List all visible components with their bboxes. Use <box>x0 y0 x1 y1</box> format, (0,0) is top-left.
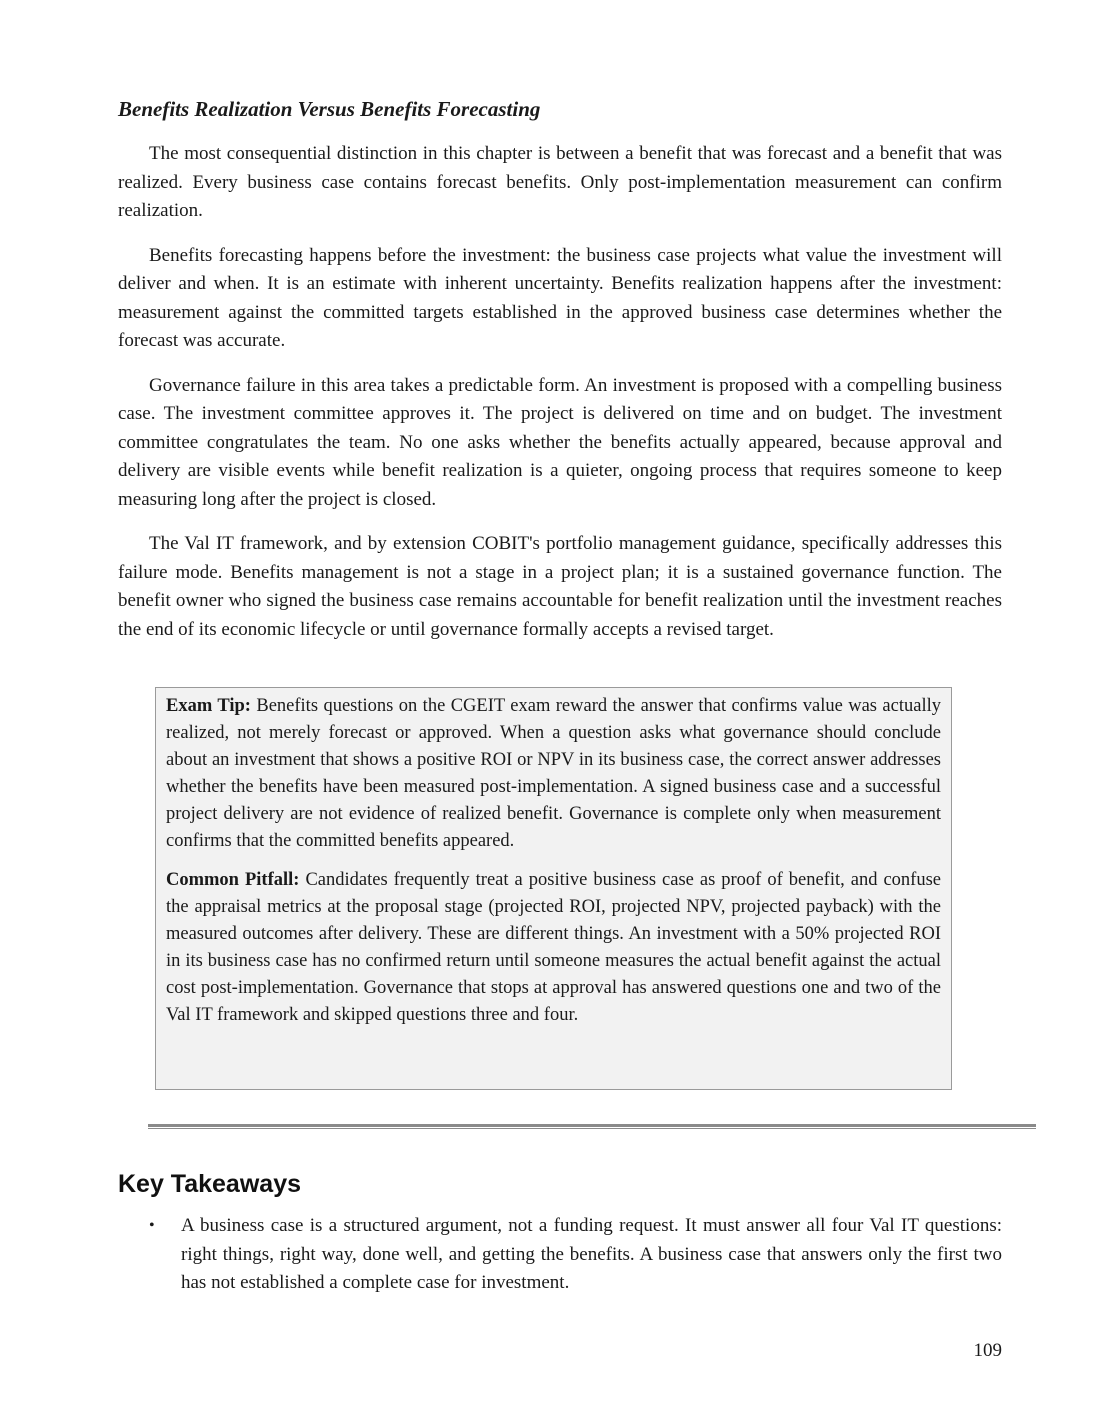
exam-tip-text: Benefits questions on the CGEIT exam reward the answer that confirms value was actually realized, not merely forecast or approved. When a question asks what governance should conclude about an investment that shows a positive ROI or NPV in its business case, the correct answer addresses whether the benefits have been measured post-implementation. A signed business case and a successful project delivery are not evidence of realized benefit. Governance is complete only when measurement confirms that the committed benefits appeared. <box>166 696 941 851</box>
section-divider <box>148 1124 1036 1129</box>
body-paragraph: Governance failure in this area takes a predictable form. An investment is proposed with a compelling business case. The investment committee approves it. The project is delivered on time and on budget. The investment committee congratulates the team. No one asks whether the benefits actually appeared, because approval and delivery are visible events while benefit realization is a quieter, ongoing process that requires someone to keep measuring long after the project is closed. <box>118 374 1002 510</box>
common-pitfall-label: Common Pitfall: <box>166 870 300 890</box>
list-item <box>118 1212 1002 1298</box>
key-takeaways-list <box>118 1212 1002 1298</box>
body-paragraph: Benefits forecasting happens before the investment: the business case projects what value the investment will deliver and when. It is an estimate with inherent uncertainty. Benefits realization happens after the investment: measurement against the committed targets established in the approved business case determines whether the forecast was accurate. <box>118 244 1002 351</box>
exam-tip-paragraph <box>166 693 941 855</box>
key-takeaways-heading: Key Takeaways <box>118 1170 301 1198</box>
body-paragraph: The most consequential distinction in this chapter is between a benefit that was forecast and a benefit that was realized. Every business case contains forecast benefits. Only post-implementation measurement can confirm realization. <box>118 143 1002 221</box>
common-pitfall-text: Candidates frequently treat a positive business case as proof of benefit, and confuse the appraisal metrics at the proposal stage (projected ROI, projected NPV, projected payback) with the measured outcomes after delivery. These are different things. An investment with a 50% projected ROI in its business case has no confirmed return until someone measures the actual benefit against the actual cost post-implementation. Governance that stops at approval has answered questions one and two of the Val IT framework and skipped questions three and four. <box>166 870 941 1025</box>
common-pitfall-paragraph <box>166 867 941 1029</box>
exam-tip-label: Exam Tip: <box>166 696 251 716</box>
exam-tip-callout-box <box>155 687 952 1090</box>
page-number: 109 <box>973 1340 1002 1361</box>
list-item-text: A business case is a structured argument, not a funding request. It must answer all four Val IT questions: right things, right way, done well, and getting the benefits. A business case that answers only the first two has not established a complete case for investment. <box>181 1215 1002 1293</box>
section-body <box>118 140 1002 660</box>
bullet-icon: • <box>149 1217 155 1234</box>
section-heading: Benefits Realization Versus Benefits Forecasting <box>118 97 541 121</box>
body-paragraph: The Val IT framework, and by extension COBIT's portfolio management guidance, specifically addresses this failure mode. Benefits management is not a stage in a project plan; it is a sustained governance function. The benefit owner who signed the business case remains accountable for benefit realization until the investment reaches the end of its economic lifecycle or until governance formally accepts a revised target. <box>118 533 1002 640</box>
